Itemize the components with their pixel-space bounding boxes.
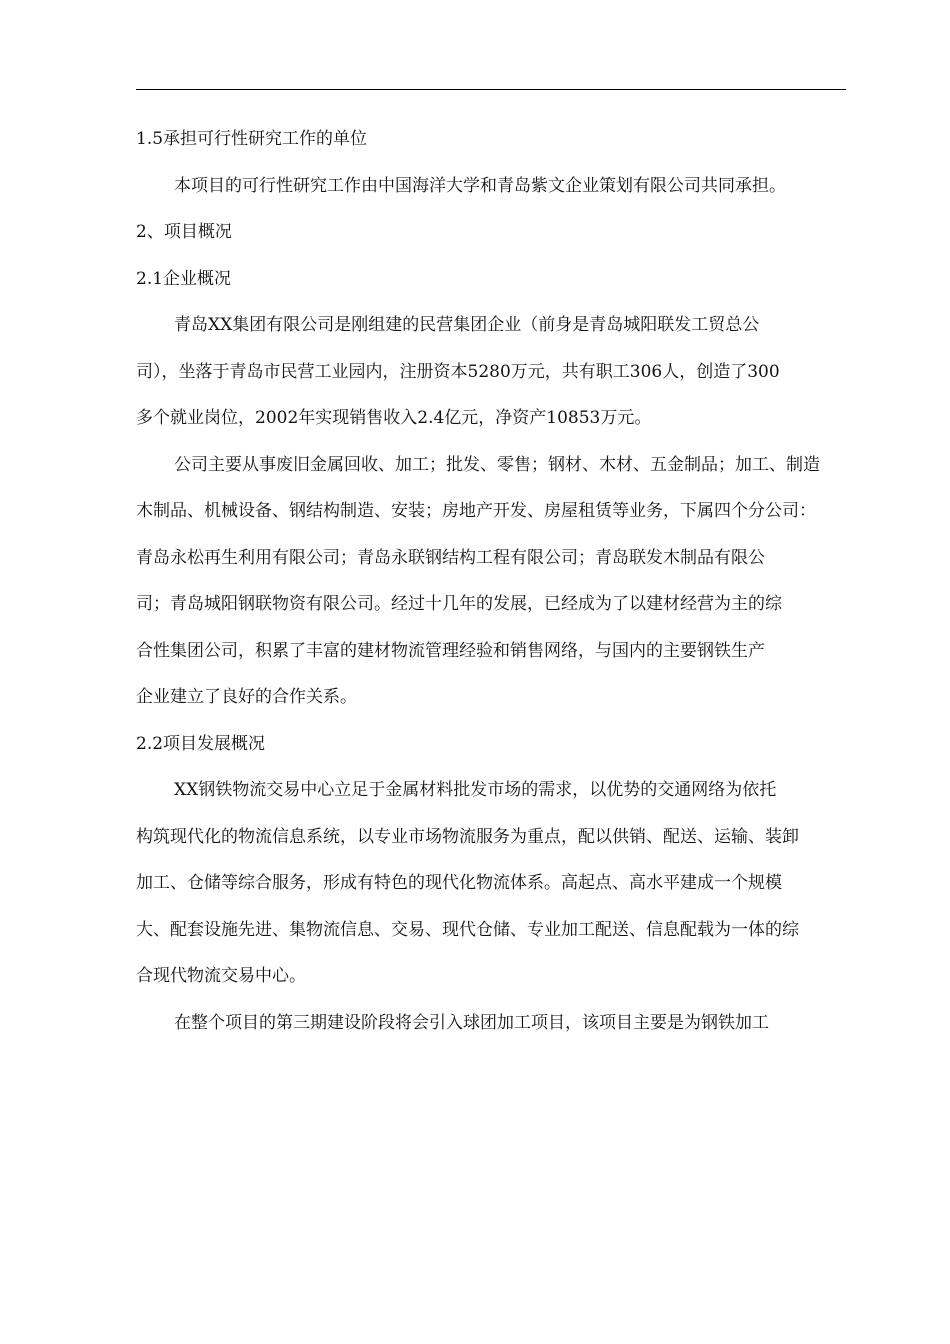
paragraph-line: 在整个项目的第三期建设阶段将会引入球团加工项目，该项目主要是为钢铁加工 bbox=[174, 1012, 769, 1033]
paragraph-line: 青岛永松再生利用有限公司；青岛永联钢结构工程有限公司；青岛联发木制品有限公 bbox=[136, 547, 765, 568]
section-heading-2: 2、项目概况 bbox=[136, 222, 232, 242]
paragraph-line: 大、配套设施先进、集物流信息、交易、现代仓储、专业加工配送、信息配载为一体的综 bbox=[136, 919, 799, 940]
paragraph-line: 多个就业岗位，2002年实现销售收入2.4亿元，净资产10853万元。 bbox=[136, 408, 652, 428]
paragraph-line: 合现代物流交易中心。 bbox=[136, 966, 306, 986]
section-heading-2-2: 2.2项目发展概况 bbox=[136, 733, 266, 754]
paragraph-line: XX钢铁物流交易中心立足于金属材料批发市场的需求，以优势的交通网络为依托 bbox=[174, 780, 777, 800]
paragraph-line: 企业建立了良好的合作关系。 bbox=[136, 687, 357, 707]
paragraph-line: 公司主要从事废旧金属回收、加工；批发、零售；钢材、木材、五金制品；加工、制造 bbox=[174, 454, 820, 475]
paragraph-line: 本项目的可行性研究工作由中国海洋大学和青岛紫文企业策划有限公司共同承担。 bbox=[174, 175, 786, 196]
paragraph-line: 构筑现代化的物流信息系统，以专业市场物流服务为重点，配以供销、配送、运输、装卸 bbox=[136, 826, 799, 847]
document-body bbox=[136, 116, 848, 1046]
paragraph-line: 司），坐落于青岛市民营工业园内，注册资本5280万元，共有职工306人，创造了300 bbox=[136, 361, 780, 382]
section-heading-1-5: 1.5承担可行性研究工作的单位 bbox=[136, 129, 368, 149]
paragraph-line: 加工、仓储等综合服务，形成有特色的现代化物流体系。高起点、高水平建成一个规模 bbox=[136, 873, 782, 893]
section-heading-2-1: 2.1企业概况 bbox=[136, 268, 232, 289]
paragraph-line: 司；青岛城阳钢联物资有限公司。经过十几年的发展，已经成为了以建材经营为主的综 bbox=[136, 594, 782, 614]
paragraph-line: 合性集团公司，积累了丰富的建材物流管理经验和销售网络，与国内的主要钢铁生产 bbox=[136, 640, 765, 661]
paragraph-line: 木制品、机械设备、钢结构制造、安装；房地产开发、房屋租赁等业务，下属四个分公司： bbox=[136, 501, 816, 521]
paragraph-line: 青岛XX集团有限公司是刚组建的民营集团企业（前身是青岛城阳联发工贸总公 bbox=[174, 315, 760, 335]
header-rule bbox=[136, 89, 846, 90]
